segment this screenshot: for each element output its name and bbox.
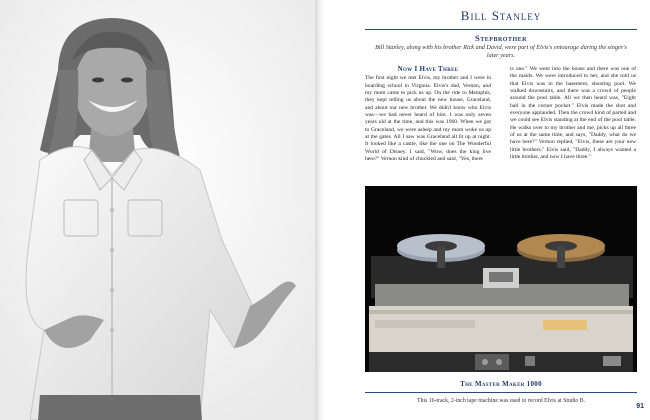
story-text-1: The first night we met Elvis, my brother and I were in boarding school in Virginia. Elvis's dad, Vernon, and my mom came to pick us up. On the ride to Memphis, they kept telling us about the new house, Graceland, and about our new brother. We didn't know who Elvis was—we had never heard of him. I was only seven years old at the time, and this was 1960. When we got to Graceland, we were asleep and my mom woke us up at the gates. All I saw was Graceland all lit up at night. It looked like a castle, like the one on The Wonderful World of Disney. I said, "Wow, does the king live here?" Vernon kind of chuckled and said, "Yes, there xyxy=(365,75,491,163)
tape-machine-photo xyxy=(365,186,637,372)
story-heading: Now I Have Three xyxy=(397,65,459,73)
book-gutter xyxy=(315,0,325,420)
right-page xyxy=(325,0,650,420)
story-text-2: is one." We went into the house and there was one of the maids. We were introduced to her, and she told us that Elvis was in the basement, shooting pool. We walked downstairs, and there was a crowd of people around the pool table. All we then heard was, "Eight ball in the corner pocket." Elvis made the shot and everyone applauded. Then the crowd kind of parted and we could see Elvis standing at the end of the pool table. He walks over to my brother and me, picks up all three of us at the same time, and says, "Daddy, what do we have here?" Vernon replied, "Elvis, these are your new little brothers." Elvis said, "Daddy, I always wanted a little brother, and now I have three." xyxy=(510,66,636,161)
portrait-illustration xyxy=(0,0,315,420)
title-divider xyxy=(365,29,637,30)
section-intro: Bill Stanley, along with his brother Rick and David, were part of Elvis's entourage during the singer's later years. xyxy=(375,44,627,60)
section-title: Stepbrother xyxy=(475,33,527,43)
page-number: 91 xyxy=(636,403,644,410)
figure-title: The Master Maker 1000 xyxy=(460,380,542,388)
story-column-2 xyxy=(510,66,636,161)
page-title: Bill Stanley xyxy=(460,8,542,23)
story-column-1 xyxy=(365,66,491,163)
figure-caption: This 16-track, 2-inch tape machine was used to record Elvis at Studio B. xyxy=(416,398,586,404)
tape-machine-illustration xyxy=(365,186,637,372)
portrait-photo xyxy=(0,0,315,420)
caption-divider xyxy=(365,392,637,393)
